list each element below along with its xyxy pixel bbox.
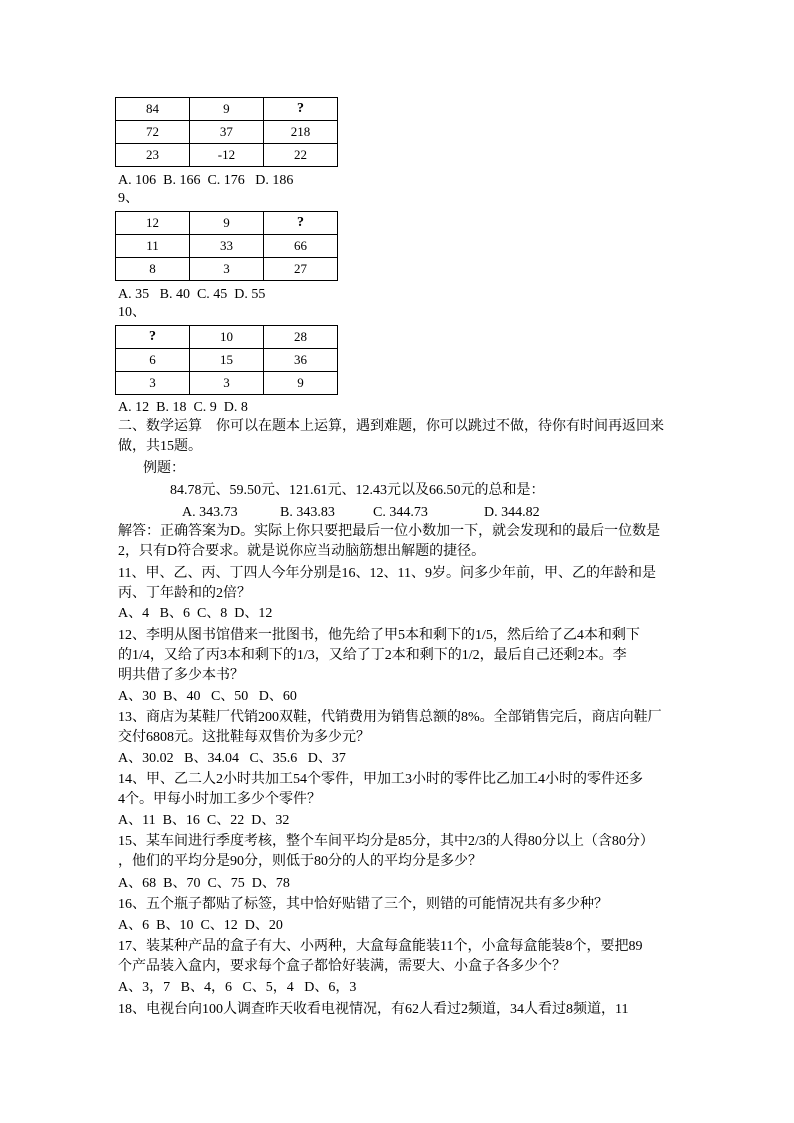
q8-number-table	[115, 97, 338, 167]
table-cell: 22	[263, 144, 337, 167]
question-text-line: 4个。甲每小时加工多少个零件？	[118, 792, 321, 807]
table-cell: 15	[189, 349, 263, 372]
question-options: A、11 B、16 C、22 D、32	[118, 813, 290, 828]
table-cell: 3	[189, 372, 263, 395]
table-cell: 23	[116, 144, 190, 167]
q10-options: A. 12 B. 18 C. 9 D. 8	[118, 400, 248, 415]
example-answer-line: 2，只有D符合要求。就是说你应当动脑筋想出解题的捷径。	[118, 544, 486, 559]
question-text-line: 丙、丁年龄和的2倍？	[118, 586, 251, 601]
table-cell: 37	[189, 121, 263, 144]
table-row	[116, 235, 338, 258]
question-text-line: 17、装某种产品的盒子有大、小两种，大盒每盒能装11个，小盒每盒能装8个，要把89	[118, 939, 643, 954]
table-cell: 72	[116, 121, 190, 144]
q10-number: 10、	[118, 305, 146, 320]
table-cell: 3	[190, 258, 264, 281]
example-option-c: C. 344.73	[373, 505, 428, 520]
table-row	[116, 121, 338, 144]
table-cell: 10	[189, 326, 263, 349]
question-options: A、3，7 B、4，6 C、5，4 D、6，3	[118, 980, 357, 995]
example-options	[0, 503, 794, 523]
table-row	[116, 372, 338, 395]
q8-options: A. 106 B. 166 C. 176 D. 186	[118, 173, 294, 188]
table-cell: 6	[116, 349, 190, 372]
example-question: 84.78元、59.50元、121.61元、12.43元以及66.50元的总和是：	[170, 483, 545, 498]
question-text-line: 明共借了多少本书？	[118, 668, 244, 683]
question-text-line: 12、李明从图书馆借来一批图书，他先给了甲5本和剩下的1/5，然后给了乙4本和剩下	[118, 628, 640, 643]
question-text-line: 15、某车间进行季度考核，整个车间平均分是85分，其中2/3的人得80分以上（含80分）	[118, 834, 654, 849]
question-text-line: 个产品装入盒内，要求每个盒子都恰好装满，需要大、小盒子各多少个？	[118, 959, 566, 974]
q10-number-table	[115, 325, 338, 395]
table-cell: -12	[189, 144, 263, 167]
section-heading: 二、数学运算 你可以在题本上运算，遇到难题，你可以跳过不做，待你有时间再返回来	[118, 419, 664, 434]
table-row	[116, 212, 338, 235]
table-row	[116, 349, 338, 372]
table-row	[116, 326, 338, 349]
table-cell-unknown: ?	[116, 326, 190, 349]
table-cell: 8	[116, 258, 190, 281]
q9-number: 9、	[118, 191, 139, 206]
q9-number-table	[115, 211, 338, 281]
table-row	[116, 98, 338, 121]
table-cell: 28	[263, 326, 337, 349]
table-cell: 9	[190, 212, 264, 235]
table-row	[116, 258, 338, 281]
example-label: 例题：	[143, 461, 185, 476]
table-row	[116, 144, 338, 167]
table-cell: 3	[116, 372, 190, 395]
table-cell: 27	[264, 258, 338, 281]
example-option-b: B. 343.83	[280, 505, 335, 520]
question-text-line: ，他们的平均分是90分，则低于80分的人的平均分是多少？	[118, 854, 482, 869]
example-option-d: D. 344.82	[484, 505, 540, 520]
table-cell: 12	[116, 212, 190, 235]
table-cell-unknown: ?	[264, 212, 338, 235]
question-text-line: 16、五个瓶子都贴了标签，其中恰好贴错了三个，则错的可能情况共有多少种？	[118, 897, 608, 912]
question-options: A、30.02 B、34.04 C、35.6 D、37	[118, 751, 346, 766]
table-cell: 33	[190, 235, 264, 258]
table-cell: 11	[116, 235, 190, 258]
example-option-a: A. 343.73	[182, 505, 238, 520]
question-options: A、6 B、10 C、12 D、20	[118, 918, 283, 933]
question-text-line: 交付6808元。这批鞋每双售价为多少元？	[118, 730, 370, 745]
q9-options: A. 35 B. 40 C. 45 D. 55	[118, 287, 266, 302]
question-text-line: 14、甲、乙二人2小时共加工54个零件，甲加工3小时的零件比乙加工4小时的零件还多	[118, 772, 643, 787]
table-cell: 218	[263, 121, 337, 144]
section-heading-continued: 做，共15题。	[118, 439, 202, 454]
table-cell: 66	[264, 235, 338, 258]
question-text-line: 18、电视台向100人调查昨天收看电视情况，有62人看过2频道，34人看过8频道，11	[118, 1002, 629, 1017]
table-cell: 9	[263, 372, 337, 395]
table-cell: 84	[116, 98, 190, 121]
question-options: A、4 B、6 C、8 D、12	[118, 606, 273, 621]
question-options: A、30 B、40 C、50 D、60	[118, 689, 297, 704]
table-cell-unknown: ?	[263, 98, 337, 121]
question-text-line: 11、甲、乙、丙、丁四人今年分别是16、12、11、9岁。问多少年前，甲、乙的年龄和是	[118, 566, 656, 581]
question-text-line: 的1/4，又给了丙3本和剩下的1/3，又给了丁2本和剩下的1/2，最后自己还剩2本。李	[118, 648, 627, 663]
table-cell: 9	[189, 98, 263, 121]
question-text-line: 13、商店为某鞋厂代销200双鞋，代销费用为销售总额的8%。全部销售完后，商店向鞋厂	[118, 710, 662, 725]
question-options: A、68 B、70 C、75 D、78	[118, 876, 290, 891]
table-cell: 36	[263, 349, 337, 372]
example-answer-line: 解答：正确答案为D。实际上你只要把最后一位小数加一下，就会发现和的最后一位数是	[118, 524, 661, 539]
